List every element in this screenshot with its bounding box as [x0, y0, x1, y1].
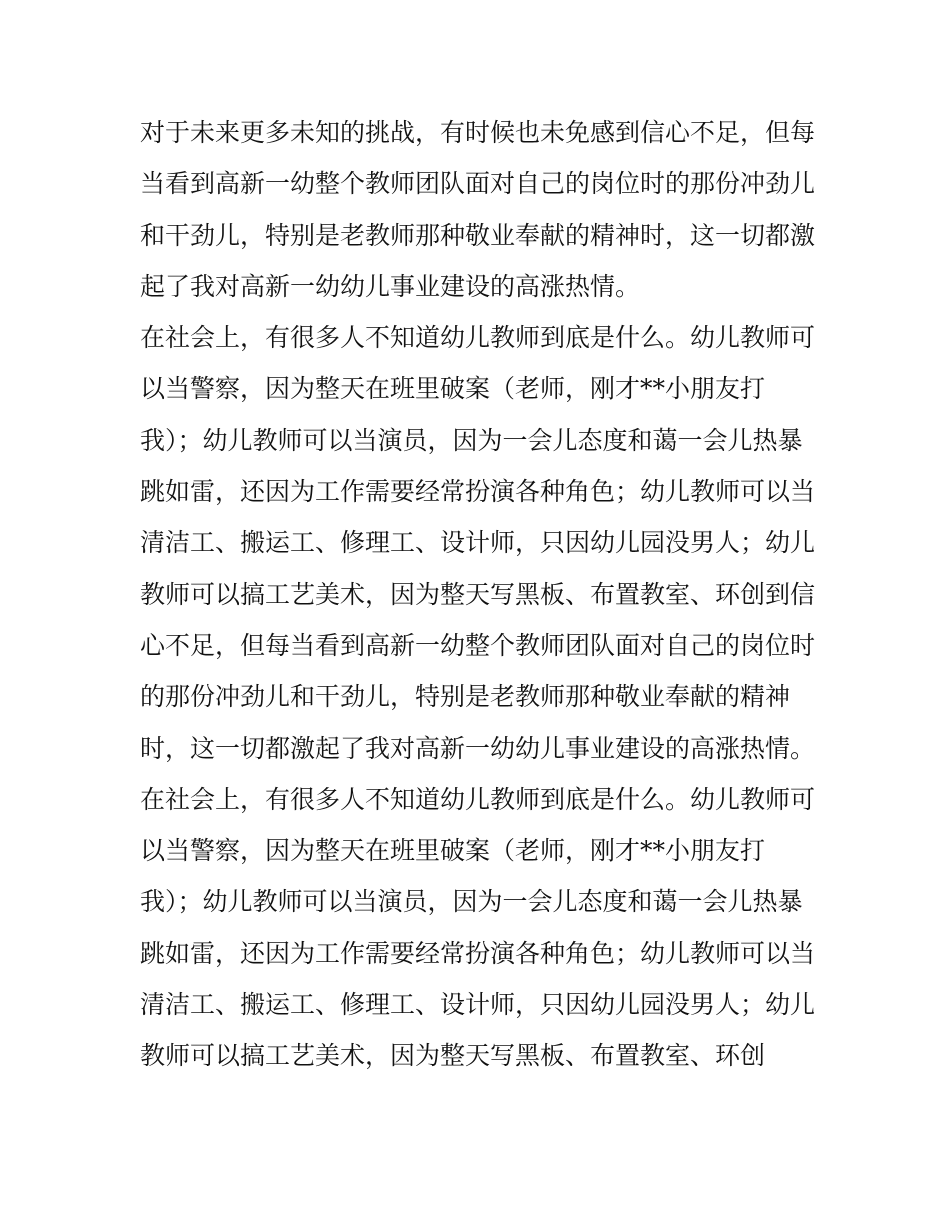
text-line: 以当警察，因为整天在班里破案（老师，刚才**小朋友打	[140, 374, 766, 404]
text-line: 时，这一切都激起了我对高新一幼幼儿事业建设的高涨热情。	[140, 733, 816, 763]
text-line: 跳如雷，还因为工作需要经常扮演各种角色；幼儿教师可以当	[140, 938, 816, 968]
text-line: 心不足，但每当看到高新一幼整个教师团队面对自己的岗位时	[140, 630, 816, 660]
text-line: 跳如雷，还因为工作需要经常扮演各种角色；幼儿教师可以当	[140, 477, 816, 507]
text-line: 我）；幼儿教师可以当演员，因为一会儿态度和蔼一会儿热暴	[140, 425, 803, 455]
text-line: 以当警察，因为整天在班里破案（老师，刚才**小朋友打	[140, 836, 766, 866]
text-line: 在社会上，有很多人不知道幼儿教师到底是什么。幼儿教师可	[140, 784, 816, 814]
text-line: 当看到高新一幼整个教师团队面对自己的岗位时的那份冲劲儿	[140, 169, 816, 199]
text-line: 对于未来更多未知的挑战，有时候也未免感到信心不足，但每	[140, 118, 816, 147]
body-text	[140, 107, 820, 1082]
text-line: 清洁工、搬运工、修理工、设计师，只因幼儿园没男人；幼儿	[140, 528, 816, 558]
text-line: 教师可以搞工艺美术，因为整天写黑板、布置教室、环创到信	[140, 579, 816, 609]
text-line: 的那份冲劲儿和干劲儿，特别是老教师那种敬业奉献的精神	[140, 682, 791, 712]
text-line: 在社会上，有很多人不知道幼儿教师到底是什么。幼儿教师可	[140, 323, 816, 353]
text-line: 和干劲儿，特别是老教师那种敬业奉献的精神时，这一切都激	[140, 220, 816, 250]
text-line: 教师可以搞工艺美术，因为整天写黑板、布置教室、环创	[140, 1041, 766, 1071]
text-line: 我）；幼儿教师可以当演员，因为一会儿态度和蔼一会儿热暴	[140, 887, 803, 917]
text-line: 起了我对高新一幼幼儿事业建设的高涨热情。	[140, 271, 641, 301]
text-line: 清洁工、搬运工、修理工、设计师，只因幼儿园没男人；幼儿	[140, 990, 816, 1020]
